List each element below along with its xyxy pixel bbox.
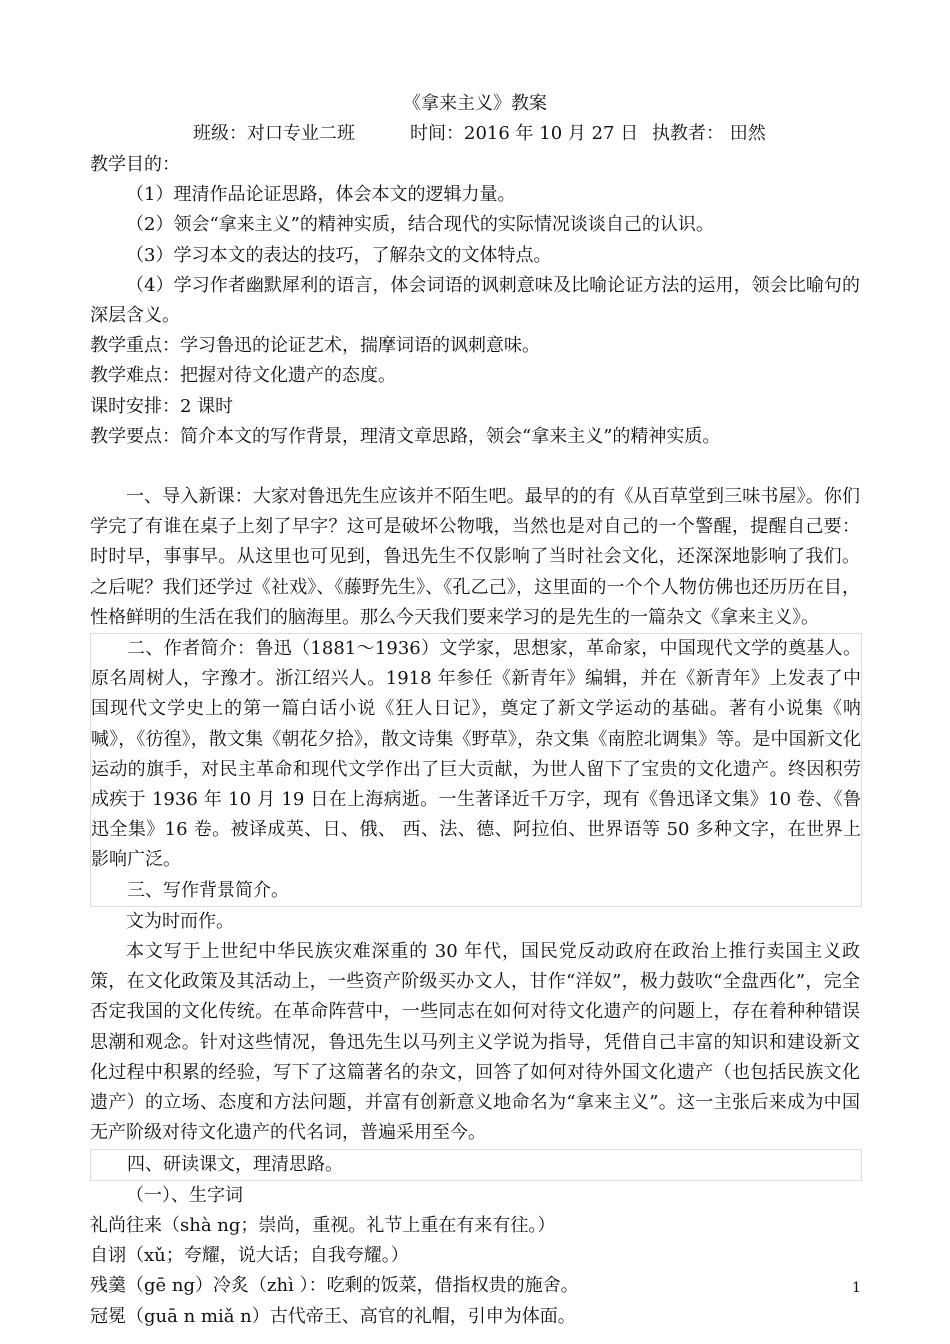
key-point: 教学重点：学习鲁迅的论证艺术，揣摩词语的讽刺意味。 bbox=[90, 335, 540, 357]
goal-4: （4）学习作者幽默犀利的语言，体会词语的讽刺意味及比喻论证方法的运用，领会比喻句的深层含义。 bbox=[90, 274, 860, 327]
time-info: 时间：2016 年 10 月 27 日 bbox=[410, 123, 639, 144]
goal-3: （3）学习本文的表达的技巧，了解杂文的文体特点。 bbox=[126, 244, 552, 266]
schedule: 课时安排：2 课时 bbox=[90, 395, 234, 417]
blank-line bbox=[90, 452, 860, 482]
study-box bbox=[90, 1149, 862, 1181]
document-body bbox=[90, 150, 860, 1332]
vocab-item: 自诩（xǔ；夸耀，说大话；自我夸耀。） bbox=[90, 1245, 409, 1267]
page-number: 1 bbox=[852, 1280, 861, 1296]
background-line: 文为时而作。 bbox=[126, 910, 234, 932]
teacher-info: 执教者： 田然 bbox=[652, 123, 766, 144]
difficulty: 教学难点：把握对待文化遗产的态度。 bbox=[90, 365, 396, 387]
vocab-item: 残羹（gē ng）冷炙（zhì ）：吃剩的饭菜，借指权贵的施舍。 bbox=[90, 1275, 579, 1297]
section-intro: 一、导入新课：大家对鲁迅先生应该并不陌生吧。最早的的有《从百草堂到三味书屋》。你们学完了有谁在桌子上刻了早字？这可是破坏公物哦，当然也是对自己的一个警醒，提醒自己要：时时早，事事早。从这里也可见到，鲁迅先生不仅影响了当时社会文化，还深深地影响了我们。之后呢？我们还学过《社戏》、《藤野先生》、《孔乙己》，这里面的一个个人物仿佛也还历历在目，性格鲜明的生活在我们的脑海里。那么今天我们要来学习的是先生的一篇杂文《拿来主义》。 bbox=[90, 486, 860, 628]
vocab-heading: （一）、生字词 bbox=[126, 1184, 243, 1206]
vocab-item: 冠冕（guā n miǎ n）古代帝王、高官的礼帽，引申为体面。 bbox=[90, 1305, 576, 1327]
vocab-item: 礼尚往来（shà ng；崇尚，重视。礼节上重在有来有往。） bbox=[90, 1214, 556, 1236]
background-heading: 三、写作背景简介。 bbox=[127, 879, 289, 901]
section-background: 本文写于上世纪中华民族灾难深重的 30 年代，国民党反动政府在政治上推行卖国主义政策，在文化政策及其活动上，一些资产阶级买办文人，甘作“洋奴”，极力鼓吹“全盘西化”，完全否定我国的文化传统。在革命阵营中，一些同志在如何对待文化遗产的问题上，存在着种种错误思潮和观念。针对这些情况，鲁迅先生以马列主义学说为指导，凭借自己丰富的知识和建设新文化过程中积累的经验，写下了这篇著名的杂文，回答了如何对待外国文化遗产（也包括民族文化遗产）的立场、态度和方法问题，并富有创新意义地命名为“拿来主义”。这一主张后来成为中国无产阶级对待文化遗产的代名词，普遍采用至今。 bbox=[90, 941, 860, 1144]
author-box bbox=[90, 633, 862, 907]
class-info: 班级：对口专业二班 bbox=[193, 123, 355, 144]
goal-2: （2）领会“拿来主义”的精神实质，结合现代的实际情况谈谈自己的认识。 bbox=[126, 214, 714, 236]
document-title: 《拿来主义》教案 bbox=[403, 93, 547, 114]
study-heading: 四、研读课文，理清思路。 bbox=[127, 1153, 343, 1175]
goal-1: （1）理清作品论证思路，体会本文的逻辑力量。 bbox=[126, 184, 516, 206]
section-author: 二、作者简介：鲁迅（1881～1936）文学家，思想家，革命家，中国现代文学的奠基人。原名周树人，字豫才。浙江绍兴人。1918 年参任《新青年》编辑，并在《新青年》上发表了中国现代文学史上的第一篇白话小说《狂人日记》，奠定了新文学运动的基础。著有小说集《呐喊》，《彷徨》，散文集《朝花夕拾》，散文诗集《野草》，杂文集《南腔北调集》等。是中国新文化运动的旗手，对民主革命和现代文学作出了巨大贡献，为世人留下了宝贵的文化遗产。终因积劳成疾于 1936 年 10 月 19 日在上海病逝。一生著译近千万字，现有《鲁迅译文集》10 卷、《鲁迅全集》16 卷。被译成英、日、俄、 西、法、德、阿拉伯、世界语等 50 多种文字，在世界上影响广泛。 bbox=[91, 638, 861, 871]
essentials: 教学要点：简介本文的写作背景，理清文章思路，领会“拿来主义”的精神实质。 bbox=[90, 425, 721, 447]
goals-heading: 教学目的： bbox=[90, 154, 180, 175]
